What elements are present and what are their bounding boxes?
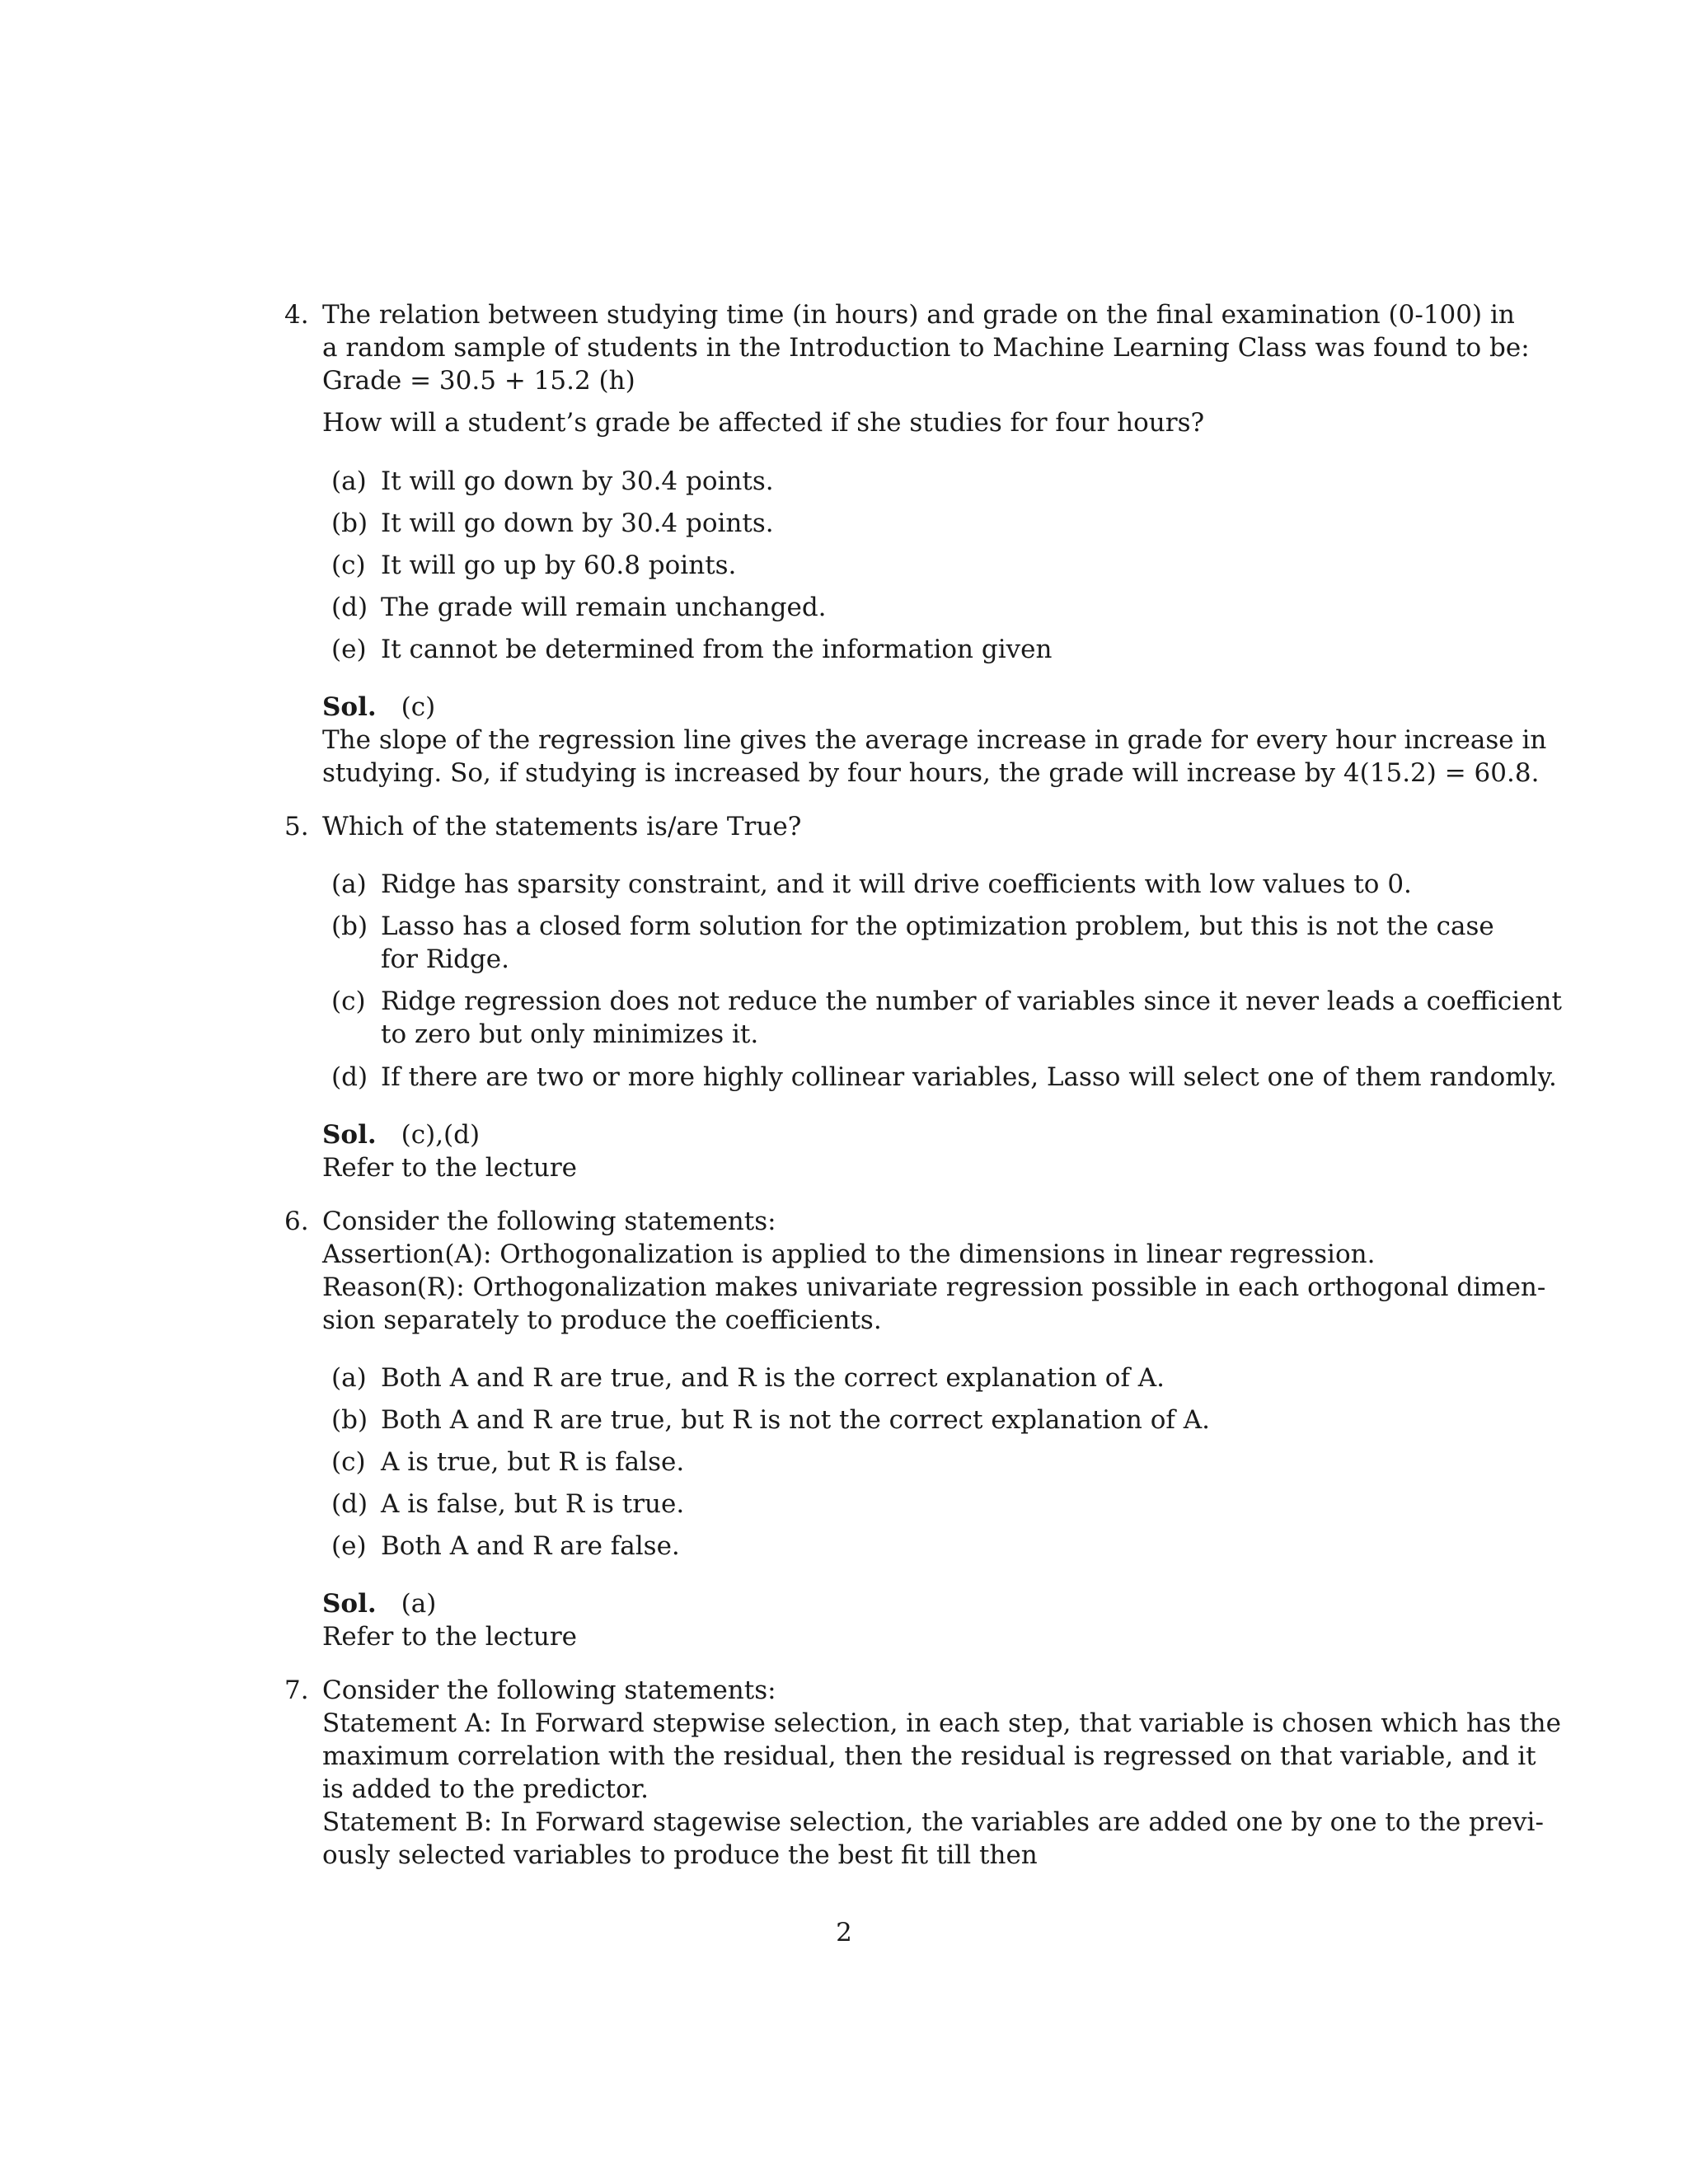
question-number: 6. — [284, 1207, 309, 1236]
question-stem-line: Statement B: In Forward stagewise selection, the variables are added one by one to the previ- — [322, 1807, 1544, 1837]
option-label: (a) — [331, 869, 367, 899]
solution-answer: (a) — [401, 1589, 437, 1619]
option-label: (b) — [331, 912, 368, 941]
option-text: It will go down by 30.4 points. — [381, 466, 774, 496]
option-label: (e) — [331, 1531, 367, 1561]
solution-answer: (c),(d) — [401, 1120, 481, 1150]
question-stem-line: Reason(R): Orthogonalization makes univariate regression possible in each orthogonal dimen- — [322, 1272, 1546, 1302]
question-stem-line: Assertion(A): Orthogonalization is applied to the dimensions in linear regression. — [322, 1240, 1376, 1269]
option-label: (c) — [331, 1447, 366, 1477]
option-label: (c) — [331, 987, 366, 1016]
option-text: to zero but only minimizes it. — [381, 1019, 759, 1049]
question-stem-line: Grade = 30.5 + 15.2 (h) — [322, 366, 635, 396]
solution-header — [322, 691, 435, 724]
option-label: (c) — [331, 551, 366, 580]
solution-label: Sol. — [322, 692, 377, 722]
question-stem-line: The relation between studying time (in hours) and grade on the final examination (0-100) in — [322, 300, 1515, 330]
option-text: It will go down by 30.4 points. — [381, 509, 774, 538]
option-text: A is false, but R is true. — [381, 1489, 685, 1519]
solution-explanation: Refer to the lecture — [322, 1153, 577, 1183]
question-stem-line: Statement A: In Forward stepwise selection, in each step, that variable is chosen which has the — [322, 1708, 1561, 1738]
question-stem-line: Which of the statements is/are True? — [322, 812, 802, 841]
option-label: (a) — [331, 1363, 367, 1393]
option-text: A is true, but R is false. — [381, 1447, 685, 1477]
option-text: Ridge has sparsity constraint, and it will drive coefficients with low values to 0. — [381, 869, 1412, 899]
solution-label: Sol. — [322, 1120, 377, 1150]
option-label: (a) — [331, 466, 367, 496]
solution-label: Sol. — [322, 1589, 377, 1619]
question-stem-line: is added to the predictor. — [322, 1774, 649, 1804]
option-text: It cannot be determined from the information given — [381, 635, 1053, 664]
solution-header — [322, 1118, 480, 1151]
solution-answer: (c) — [401, 692, 436, 722]
solution-explanation: studying. So, if studying is increased by four hours, the grade will increase by 4(15.2) = 60.8. — [322, 758, 1540, 788]
option-label: (e) — [331, 635, 367, 664]
option-text: Both A and R are true, and R is the correct explanation of A. — [381, 1363, 1165, 1393]
option-text: Ridge regression does not reduce the number of variables since it never leads a coefficient — [381, 987, 1562, 1016]
option-label: (b) — [331, 509, 368, 538]
option-text: for Ridge. — [381, 944, 509, 974]
option-text: Both A and R are true, but R is not the correct explanation of A. — [381, 1405, 1210, 1435]
question-stem-line: ously selected variables to produce the best fit till then — [322, 1840, 1038, 1870]
option-text: It will go up by 60.8 points. — [381, 551, 737, 580]
option-text: Lasso has a closed form solution for the optimization problem, but this is not the case — [381, 912, 1494, 941]
option-label: (d) — [331, 1489, 368, 1519]
option-label: (d) — [331, 1062, 368, 1092]
question-number: 5. — [284, 812, 309, 841]
option-label: (d) — [331, 593, 368, 622]
question-stem-line: maximum correlation with the residual, then the residual is regressed on that variable, and it — [322, 1741, 1536, 1771]
question-number: 7. — [284, 1675, 309, 1705]
option-label: (b) — [331, 1405, 368, 1435]
question-number: 4. — [284, 300, 309, 330]
option-text: The grade will remain unchanged. — [381, 593, 827, 622]
page-number: 2 — [836, 1918, 852, 1947]
question-stem-line: Consider the following statements: — [322, 1675, 776, 1705]
question-stem-line: sion separately to produce the coefficients. — [322, 1305, 882, 1335]
question-prompt: How will a student’s grade be affected if she studies for four hours? — [322, 408, 1205, 438]
question-stem-line: a random sample of students in the Introduction to Machine Learning Class was found to be: — [322, 333, 1530, 363]
solution-explanation: The slope of the regression line gives the average increase in grade for every hour increase in — [322, 725, 1547, 755]
solution-explanation: Refer to the lecture — [322, 1622, 577, 1652]
solution-header — [322, 1587, 436, 1620]
question-stem-line: Consider the following statements: — [322, 1207, 776, 1236]
option-text: If there are two or more highly collinear variables, Lasso will select one of them randomly. — [381, 1062, 1557, 1092]
option-text: Both A and R are false. — [381, 1531, 680, 1561]
